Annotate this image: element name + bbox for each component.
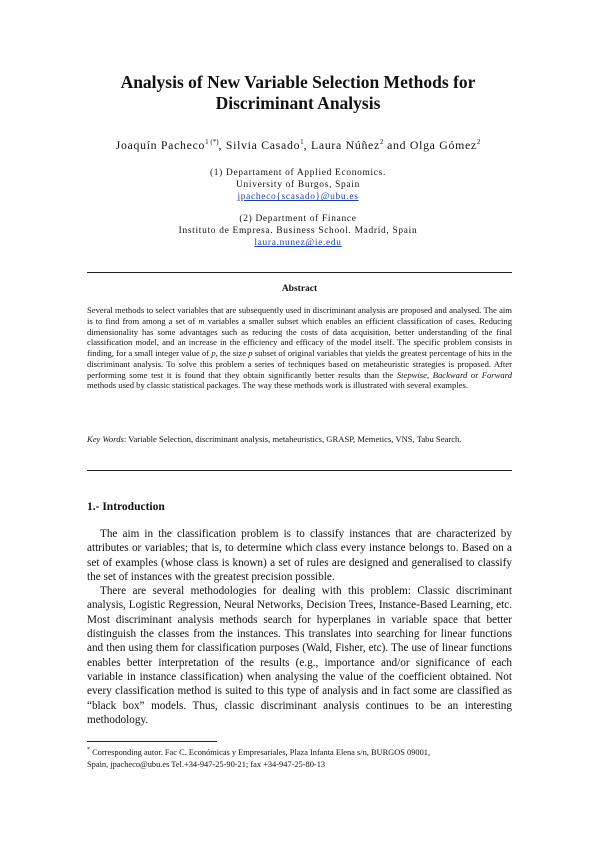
footnote-mark: * (87, 747, 90, 753)
abstract-method-name: Stepwise (396, 369, 427, 380)
abstract-variable: p (248, 348, 253, 358)
author-list (60, 138, 536, 153)
body-paragraph: There are several methodologies for dealing with this problem: Classic discriminant analysis, Logistic Regression, Neural Networks, Decision Trees, Instance-Based Learning, etc. Most discriminant analysis methods search for hyperplanes in variable space that better distinguish the classes from the instances. This translates into searching for linear functions and then using them for classification purposes (Wald, Fisher, etc). The use of linear functions enables better interpretation of the results (e.g., importance and/or significance of each variable in instance classification) when analysing the value of the coefficient obtained. Not every classification method is suited to this type of analysis and in fact some are classified as “black box” models. Thus, classic discriminant analysis continues to be an interesting methodology. (87, 585, 512, 726)
author-affiliation-mark: 2 (379, 138, 384, 147)
abstract-segment: or (467, 369, 482, 380)
author-name: Olga Gómez (409, 138, 477, 152)
author-name: Laura Núñez (310, 138, 380, 152)
author-name: Silvia Casado (225, 138, 301, 152)
author-affiliation-mark: 1 (300, 138, 304, 147)
affiliation-department: (1) Departament of Applied Economics. (209, 168, 387, 178)
abstract-text (87, 305, 512, 391)
section-heading-introduction: 1.- Introduction (87, 501, 165, 513)
abstract-top-rule (87, 272, 512, 273)
abstract-heading: Abstract (281, 284, 318, 294)
affiliation-email-link[interactable]: laura.nunez@ie.edu (254, 238, 342, 249)
abstract-variable: m (198, 315, 205, 326)
abstract-method-name: Backward (432, 369, 468, 380)
footnote-rule (87, 741, 217, 742)
paper-title (60, 72, 536, 114)
abstract-segment: methods used by classic statistical packages. The way these methods work is illustrated with several examples. (87, 380, 468, 391)
keywords (87, 434, 512, 445)
abstract-method-name: Forward (481, 369, 512, 380)
affiliation-institution: Instituto de Empresa. Business School. Madrid, Spain (178, 226, 418, 237)
body-paragraph: The aim in the classification problem is to classify instances that are characterized by attributes or variables; that is, to determine which class every instance belongs to. Based on a set of examples (whose class is known) a set of rules are designed and generalised to classify the set of instances with the greatest precision possible. (87, 528, 512, 583)
abstract-segment: variables a smaller subset which enables an efficient classification of cases. Reducing dimensionality has some advantages such as reducing the costs of data acquisition, better understanding of the final classification model, and an increase in the efficiency and efficacy of the model itself. The specific problem consists in finding, for a small integer value of (87, 315, 513, 358)
abstract-segment: , the size (215, 348, 249, 358)
abstract-segment: subset of original variables that yields the greatest percentage of hits in the discriminant analysis. To solve this problem a series of techniques based on metaheuristic strategies is proposed. After performing some test it is found that they obtain significantly better results than the (87, 348, 512, 380)
footnote-line: Spain, jpacheco@ubu.es Tel.+34-947-25-90-21; fax +34-947-25-80-13 (87, 760, 326, 770)
abstract-variable: p (211, 348, 216, 358)
affiliation-email-link[interactable]: jpacheco{scasado}@ubu.es (237, 192, 359, 203)
abstract-segment: Several methods to select variables that are subsequently used in discriminant analysis are proposed and analysed. The aim is to find from among a set of (87, 305, 512, 326)
footnote-line: Corresponding autor. Fac C. Económicas y Empresariales, Plaza Infanta Elena s/n, BURGOS 09001, (90, 747, 431, 757)
keywords-label: Key Words (87, 434, 124, 444)
paper-title-line-2: Discriminant Analysis (215, 93, 381, 113)
author-separator: , (218, 138, 226, 152)
introduction-body (87, 527, 512, 727)
abstract-segment: , (426, 369, 433, 380)
author-affiliation-mark: 2 (476, 138, 481, 147)
author-name: Joaquín Pacheco (115, 138, 206, 152)
affiliation-department: (2) Department of Finance (239, 214, 357, 224)
affiliation-institution: University of Burgos, Spain (236, 180, 360, 191)
author-separator: , (303, 138, 311, 152)
footnote (87, 744, 512, 772)
paper-title-line-1: Analysis of New Variable Selection Methods for (120, 72, 476, 92)
author-affiliation-mark: 1 (*) (205, 138, 219, 147)
keywords-list: : Variable Selection, discriminant analysis, metaheuristics, GRASP, Memetics, VNS, Tabu Search. (123, 434, 462, 444)
abstract-bottom-rule (87, 470, 512, 471)
affiliation-1 (60, 167, 536, 204)
affiliation-2 (60, 213, 536, 250)
author-conjunction: and (383, 138, 410, 152)
